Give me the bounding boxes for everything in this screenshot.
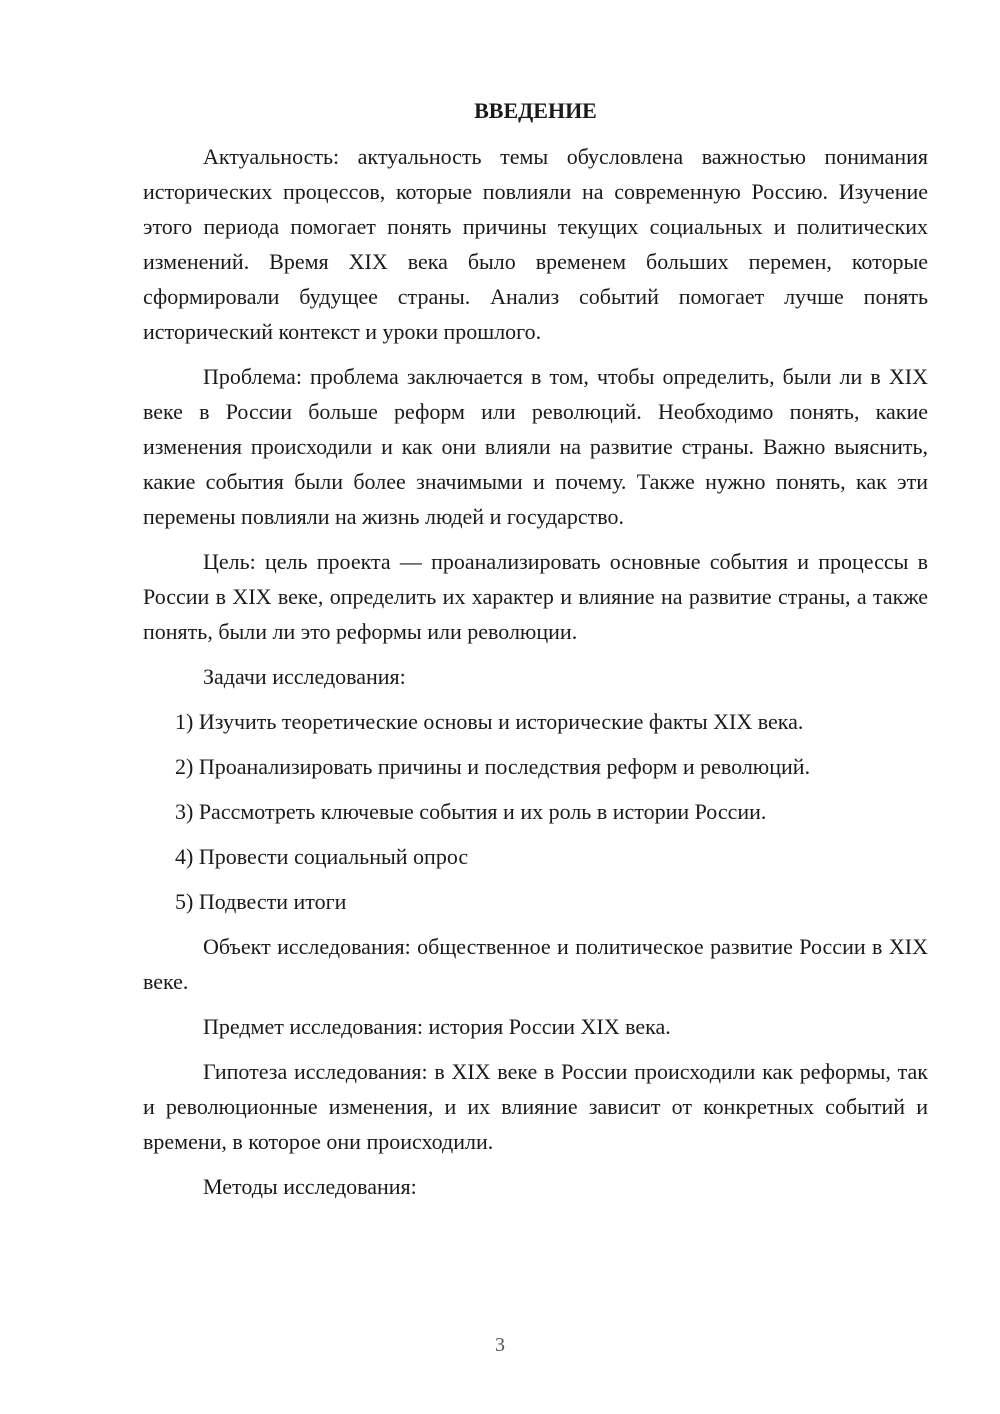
section-title: ВВЕДЕНИЕ [474,98,597,123]
problem-paragraph: Проблема: проблема заключается в том, чтобы определить, были ли в XIX веке в России больше реформ или революций. Необходимо понять, какие изменения происходили и как они влияли на развитие страны. Важно выяснить, какие события были более значимыми и почему. Также нужно понять, как эти перемены повлияли на жизнь людей и государство. [143,364,928,529]
page-number: 3 [495,1334,505,1356]
relevance-paragraph: Актуальность: актуальность темы обусловлена важностью понимания исторических процессов, которые повлияли на современную Россию. Изучение этого периода помогает понять причины текущих социальных и политических изменений. Время XIX века было временем больших перемен, которые сформировали будущее страны. Анализ событий помогает лучше понять исторический контекст и уроки прошлого. [143,144,928,344]
task-item: 2) Проанализировать причины и последствия реформ и революций. [175,754,811,779]
task-item: 4) Провести социальный опрос [175,844,469,869]
methods-heading: Методы исследования: [203,1174,417,1199]
task-item: 1) Изучить теоретические основы и исторические факты XIX века. [175,709,804,734]
task-item: 5) Подвести итоги [175,889,347,914]
task-item: 3) Рассмотреть ключевые события и их роль в истории России. [175,799,767,824]
subject-paragraph: Предмет исследования: история России XIX века. [203,1014,671,1039]
hypothesis-paragraph: Гипотеза исследования: в XIX веке в России происходили как реформы, так и революционные изменения, и их влияние зависит от конкретных событий и времени, в которое они происходили. [143,1059,928,1154]
tasks-list [143,704,928,919]
goal-paragraph: Цель: цель проекта — проанализировать основные события и процессы в России в XIX веке, определить их характер и влияние на развитие страны, а также понять, были ли это реформы или революции. [143,549,928,644]
object-paragraph: Объект исследования: общественное и политическое развитие России в XIX веке. [143,934,928,994]
tasks-heading: Задачи исследования: [203,664,406,689]
document-page [143,96,928,1214]
